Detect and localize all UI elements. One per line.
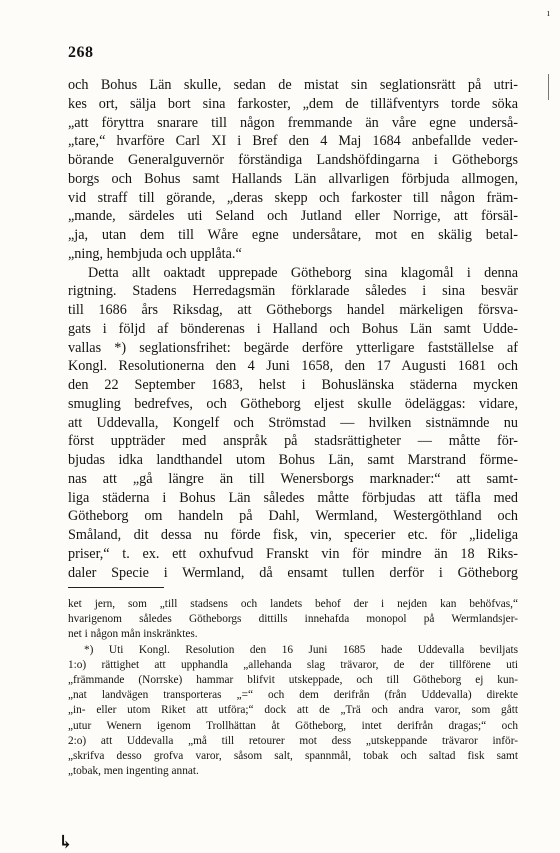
text-line: nas att „gå längre än till Wenersborgs marknader:“ att samt- [68,470,518,487]
text-line: först uppträder med anspråk på stadsrättigheter — måtte för- [68,433,518,450]
page-number: 268 [68,44,94,61]
margin-tick: ı [547,8,550,19]
text-line: rigtning. Stadens Herredagsmän förklarade således i sina besvär [68,283,518,300]
text-line: „tare,“ hvarföre Carl XI i Bref den 4 Maj 1684 anbefallde veder- [68,133,518,150]
text-line: smugling bedrefves, och Götheborg eljest skulle ödeläggas: vidare, [68,395,518,412]
text-line: börande Generalguvernör förständiga Landshöfdingarna i Götheborgs [68,152,518,168]
text-line: att Uddevalla, Kongelf och Strömstad — hvilken sistnämnde nu [68,414,518,431]
footnote-line: net i någon mån inskränktes. [68,628,198,641]
footnote-line: *) Uti Kongl. Resolution den 16 Juni 1685 hade Uddevalla beviljats [84,643,518,656]
text-line: den 22 September 1683, helst i Bohuslänska städerna mycken [68,377,518,393]
text-line: „ning, hembjuda och upplåta.“ [68,245,242,262]
text-line: Småland, dit dessa nu förde fisk, vin, specerier etc. för „lideliga [68,527,518,543]
text-line: daler Specie i Wermland, då ensamt tullen derför i Götheborg [68,564,518,581]
footnote-line: „skrifva desso grofva varor, såsom salt, spannmål, tobak och saltad fisk samt [68,750,518,763]
text-line: vid straff till görande, „deras skepp och farkoster till någon främ- [68,189,518,206]
footnote-line: 2:o) att Uddevalla „må till retourer mot dess „utskeppande trävaror inför- [68,734,518,747]
text-line: Kongl. Resolutionerna den 4 Juni 1658, den 17 Augusti 1681 och [68,358,518,375]
text-line: Detta allt oaktadt upprepade Götheborg sina klagomål i denna [88,264,518,281]
footnote-divider [68,587,164,588]
main-text [68,76,518,582]
text-line: Götheborg om handeln på Dahl, Wermland, Westergöthland och [68,508,518,525]
text-line: liga städerna i Bohus Län således måtte förbjudas att täfla med [68,489,518,506]
text-line: kes ort, sälja bort sina farkoster, „dem de tilläfventyrs torde söka [68,95,518,112]
footnote-line: hvarigenom således Götheborgs dittills innehafda monopol på Wermlandsjer- [68,613,518,626]
footnote-line: „utur Wenern igenom Trollhättan åt Götheborg, intet derifrån dragas;“ och [68,719,518,732]
corner-arrow-icon: ↳ [58,832,74,852]
margin-bar [548,74,549,100]
text-line: gats i följd af bönderenas i Halland och Bohus Län samt Udde- [68,320,518,337]
footnote-line: „främmande (Norrske) hammar blifvit utskeppade, och till Götheborg ej kun- [68,674,518,687]
text-line: „att föryttra snarare till någon fremmande än våre egne underså- [68,114,518,131]
footnote-line: „tobak, men ingenting annat. [68,765,199,778]
footnote-line: 1:o) rättighet att upphandla „allehanda slag trävaror, de der tillförene uti [68,658,518,671]
text-line: borgs och Bohus samt Hallands Län allvarligen förbjuda allmogen, [68,170,518,187]
text-line: bjudas idka landthandel utom Bohus Län, samt Marstrand förme- [68,452,518,468]
footnotes [68,597,518,779]
text-line: och Bohus Län skulle, sedan de mistat sin seglationsrätt på utri- [68,77,518,93]
text-line: priser,“ t. ex. ett oxhufvud Franskt vin för mindre än 18 Riks- [68,545,518,562]
footnote-line: „nat landvägen transporteras „=“ och dem derifrån (från Uddevalla) direkte [68,689,518,702]
text-line: till 1686 års Riksdag, att Götheborgs handel märkeligen försva- [68,302,518,318]
text-line: „ja, utan dem till Wåre egne undersåtare, mot en skälig betal- [68,227,518,243]
footnote-line: „in- eller utom Riket att utföra;“ dock att de „Trä och andra varor, som gått [68,704,518,717]
text-line: „mande, särdeles uti Seland och Jutland eller Norrige, att försäl- [68,208,518,225]
footnote-line: ket jern, som „till stadsens och landets behof der i nejden kan behöfvas,“ [68,598,518,610]
text-line: vallas *) seglationsfrihet: begärde derföre ytterligare fastställelse af [68,339,518,356]
